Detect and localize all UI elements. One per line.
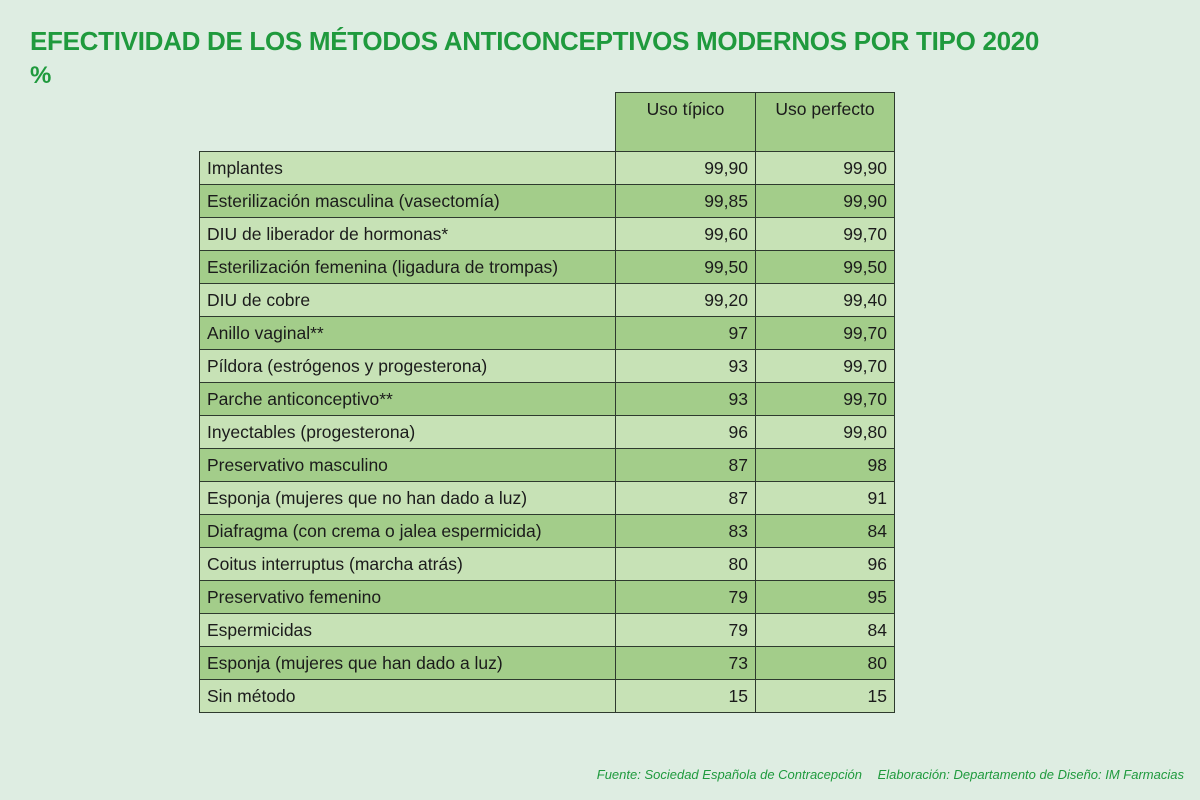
perfect-use-cell: 84 [756, 515, 895, 548]
method-cell: Espermicidas [200, 614, 616, 647]
method-cell: Píldora (estrógenos y progesterona) [200, 350, 616, 383]
method-cell: Implantes [200, 152, 616, 185]
table-row [200, 350, 895, 383]
method-cell: Anillo vaginal** [200, 317, 616, 350]
typical-use-cell: 73 [616, 647, 756, 680]
table-row [200, 449, 895, 482]
method-cell: Diafragma (con crema o jalea espermicida) [200, 515, 616, 548]
perfect-use-cell: 99,70 [756, 218, 895, 251]
method-cell: Esponja (mujeres que han dado a luz) [200, 647, 616, 680]
typical-use-cell: 87 [616, 449, 756, 482]
table-row [200, 317, 895, 350]
method-cell: Coitus interruptus (marcha atrás) [200, 548, 616, 581]
method-cell: Inyectables (progesterona) [200, 416, 616, 449]
table-body [200, 152, 895, 713]
typical-use-cell: 99,90 [616, 152, 756, 185]
table-row [200, 152, 895, 185]
perfect-use-cell: 99,70 [756, 383, 895, 416]
table-row [200, 680, 895, 713]
method-cell: Preservativo femenino [200, 581, 616, 614]
typical-use-cell: 96 [616, 416, 756, 449]
perfect-use-cell: 99,70 [756, 350, 895, 383]
perfect-use-cell: 80 [756, 647, 895, 680]
perfect-use-cell: 99,80 [756, 416, 895, 449]
effectiveness-table [199, 92, 895, 713]
table-row [200, 185, 895, 218]
source-text: Fuente: Sociedad Española de Contracepción [596, 767, 862, 782]
footer-credits [597, 767, 1184, 782]
typical-use-cell: 99,50 [616, 251, 756, 284]
table-row [200, 581, 895, 614]
chart-subtitle: % [30, 62, 52, 89]
table-row [200, 614, 895, 647]
header-uso-perfecto: Uso perfecto [756, 93, 895, 152]
table-row [200, 515, 895, 548]
perfect-use-cell: 99,50 [756, 251, 895, 284]
typical-use-cell: 99,20 [616, 284, 756, 317]
typical-use-cell: 97 [616, 317, 756, 350]
perfect-use-cell: 15 [756, 680, 895, 713]
perfect-use-cell: 91 [756, 482, 895, 515]
method-cell: Esponja (mujeres que no han dado a luz) [200, 482, 616, 515]
typical-use-cell: 99,85 [616, 185, 756, 218]
method-cell: DIU de cobre [200, 284, 616, 317]
header-empty-cell [200, 93, 616, 152]
perfect-use-cell: 96 [756, 548, 895, 581]
table-row [200, 548, 895, 581]
perfect-use-cell: 95 [756, 581, 895, 614]
table-row [200, 218, 895, 251]
table-row [200, 482, 895, 515]
table-row [200, 647, 895, 680]
table-row [200, 251, 895, 284]
typical-use-cell: 87 [616, 482, 756, 515]
typical-use-cell: 80 [616, 548, 756, 581]
perfect-use-cell: 99,70 [756, 317, 895, 350]
perfect-use-cell: 99,40 [756, 284, 895, 317]
perfect-use-cell: 99,90 [756, 185, 895, 218]
method-cell: Sin método [200, 680, 616, 713]
typical-use-cell: 15 [616, 680, 756, 713]
typical-use-cell: 93 [616, 350, 756, 383]
typical-use-cell: 93 [616, 383, 756, 416]
typical-use-cell: 99,60 [616, 218, 756, 251]
table-row [200, 416, 895, 449]
method-cell: DIU de liberador de hormonas* [200, 218, 616, 251]
credit-text: Elaboración: Departamento de Diseño: IM Farmacias [877, 767, 1184, 782]
table-row [200, 383, 895, 416]
table-row [200, 284, 895, 317]
method-cell: Esterilización femenina (ligadura de trompas) [200, 251, 616, 284]
chart-title: EFECTIVIDAD DE LOS MÉTODOS ANTICONCEPTIVOS MODERNOS POR TIPO 2020 [30, 26, 1040, 56]
table-header-row [200, 93, 895, 152]
perfect-use-cell: 84 [756, 614, 895, 647]
header-uso-tipico: Uso típico [616, 93, 756, 152]
typical-use-cell: 79 [616, 581, 756, 614]
typical-use-cell: 79 [616, 614, 756, 647]
method-cell: Esterilización masculina (vasectomía) [200, 185, 616, 218]
perfect-use-cell: 99,90 [756, 152, 895, 185]
method-cell: Preservativo masculino [200, 449, 616, 482]
method-cell: Parche anticonceptivo** [200, 383, 616, 416]
perfect-use-cell: 98 [756, 449, 895, 482]
typical-use-cell: 83 [616, 515, 756, 548]
